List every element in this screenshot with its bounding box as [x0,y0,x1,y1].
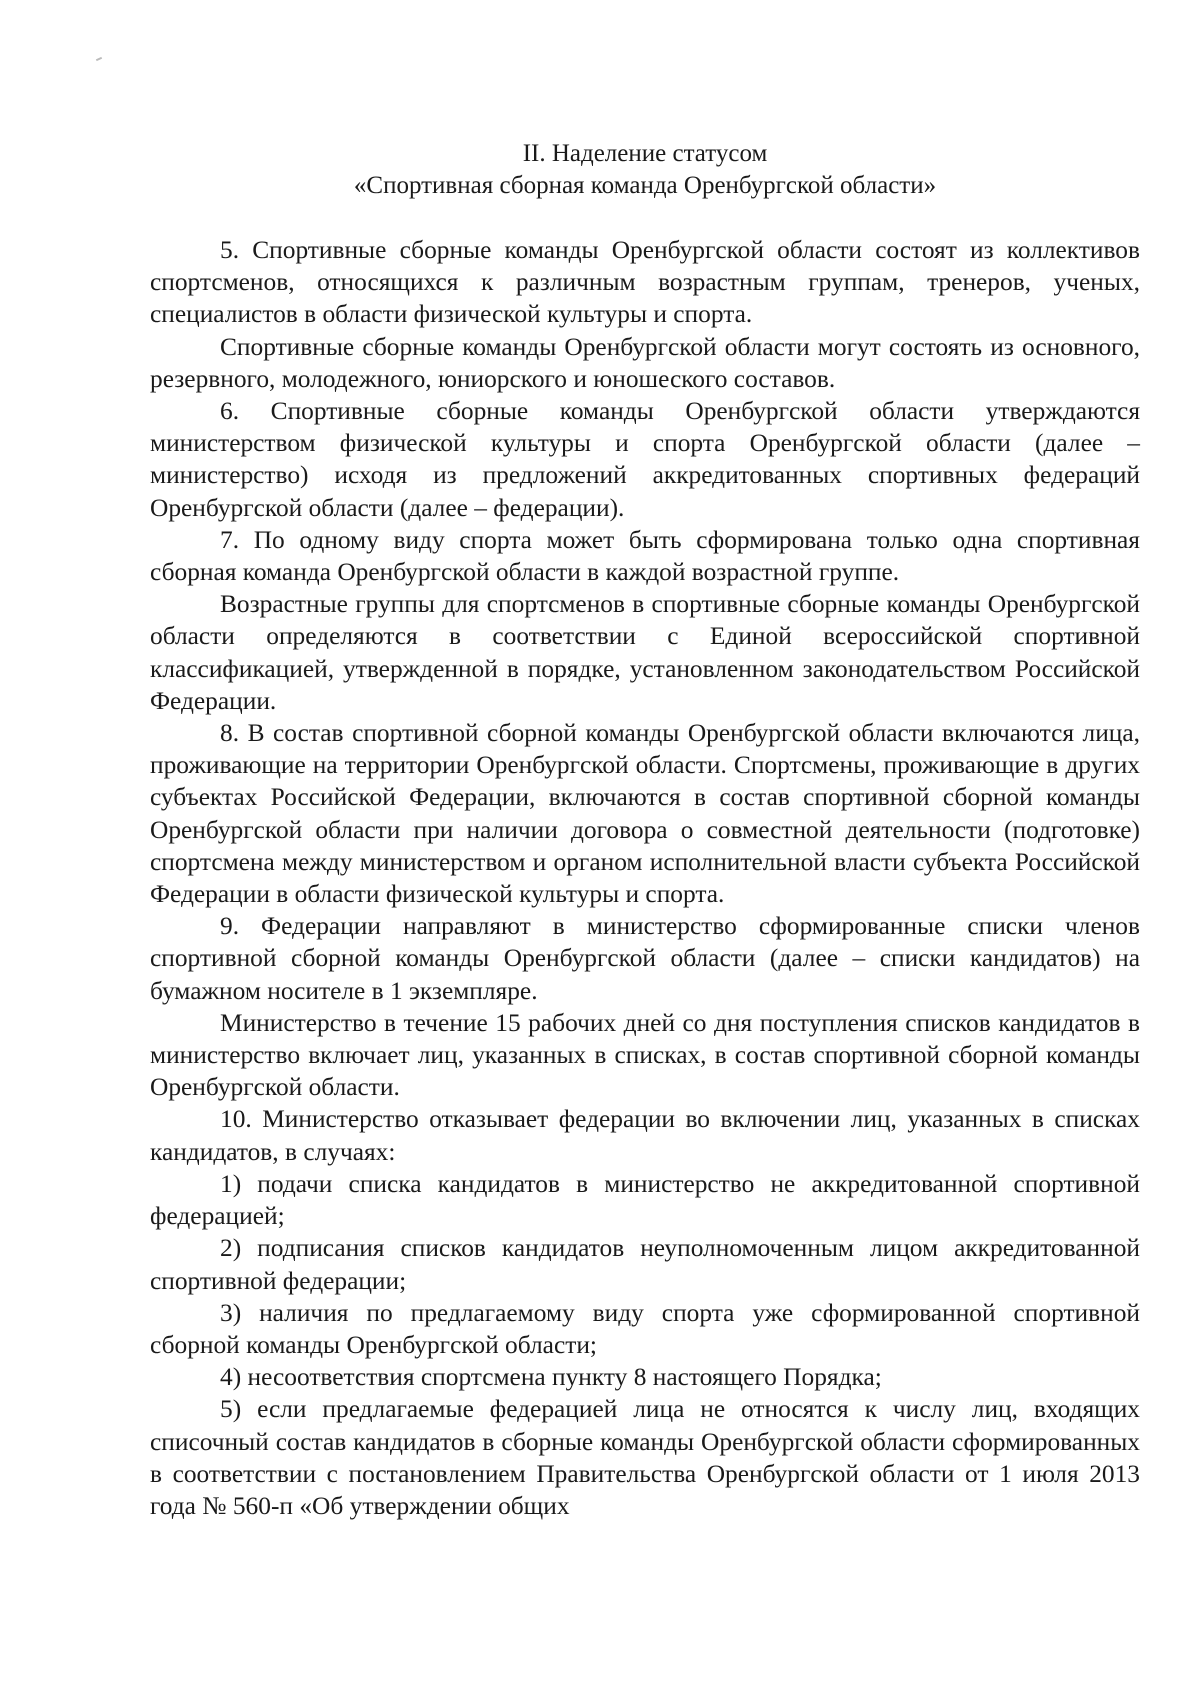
list-item-3: 3) наличия по предлагаемому виду спорта уже сформированной спортивной сборной команды Оренбургской области; [150,1298,1140,1359]
paragraph-10: 10. Министерство отказывает федерации во включении лиц, указанных в списках кандидатов, в случаях: [150,1105,1140,1166]
list-item-2: 2) подписания списков кандидатов неуполномоченным лицом аккредитованной спортивной федерации; [150,1234,1140,1295]
document-body [150,234,1140,1522]
section-title-line-2: «Спортивная сборная команда Оренбургской области» [353,172,937,199]
list-item-5: 5) если предлагаемые федерацией лица не относятся к числу лиц, входящих списочный состав кандидатов в сборные команды Оренбургской области сформированных в соответствии с постановлением Правительства Оренбургской области от 1 июля 2013 года № 560-п «Об утверждении общих [150,1395,1140,1520]
paragraph-7-age-groups: Возрастные группы для спортсменов в спортивные сборные команды Оренбургской области определяются в соответствии с Единой всероссийской спортивной классификацией, утвержденной в порядке, установленном законодательством Российской Федерации. [150,590,1140,715]
paragraph-7: 7. По одному виду спорта может быть сформирована только одна спортивная сборная команда Оренбургской области в каждой возрастной группе. [150,525,1140,587]
paragraph-6: 6. Спортивные сборные команды Оренбургской области утверждаются министерством физической культуры и спорта Оренбургской области (далее – министерство) исходя из предложений аккредитованных спортивных федераций Оренбургской области (далее – федерации). [150,397,1140,522]
section-heading [150,138,1140,202]
paragraph-8: 8. В состав спортивной сборной команды Оренбургской области включаются лица, проживающие на территории Оренбургской области. Спортсмены, проживающие в других субъектах Российской Федерации, включаются в состав спортивной сборной команды Оренбургской области при наличии договора о совместной деятельности (подготовке) спортсмена между министерством и органом исполнительной власти субъекта Российской Федерации в области физической культуры и спорта. [150,719,1140,909]
list-item-1: 1) подачи списка кандидатов в министерство не аккредитованной спортивной федерацией; [150,1169,1140,1231]
section-title-line-1: II. Наделение статусом [522,140,768,167]
paragraph-9-ministry-term: Министерство в течение 15 рабочих дней со дня поступления списков кандидатов в министерство включает лиц, указанных в списках, в состав спортивной сборной команды Оренбургской области. [150,1008,1140,1102]
paragraph-5: 5. Спортивные сборные команды Оренбургской области состоят из коллективов спортсменов, относящихся к различным возрастным группам, тренеров, ученых, специалистов в области физической культуры и спорта. [150,236,1140,329]
paragraph-5-composition: Спортивные сборные команды Оренбургской области могут состоять из основного, резервного, молодежного, юниорского и юношеского составов. [150,332,1140,393]
paragraph-9: 9. Федерации направляют в министерство сформированные списки членов спортивной сборной команды Оренбургской области (далее – списки кандидатов) на бумажном носителе в 1 экземпляре. [150,912,1140,1005]
scan-speck [96,57,102,61]
list-item-4: 4) несоответствия спортсмена пункту 8 настоящего Порядка; [220,1363,882,1392]
